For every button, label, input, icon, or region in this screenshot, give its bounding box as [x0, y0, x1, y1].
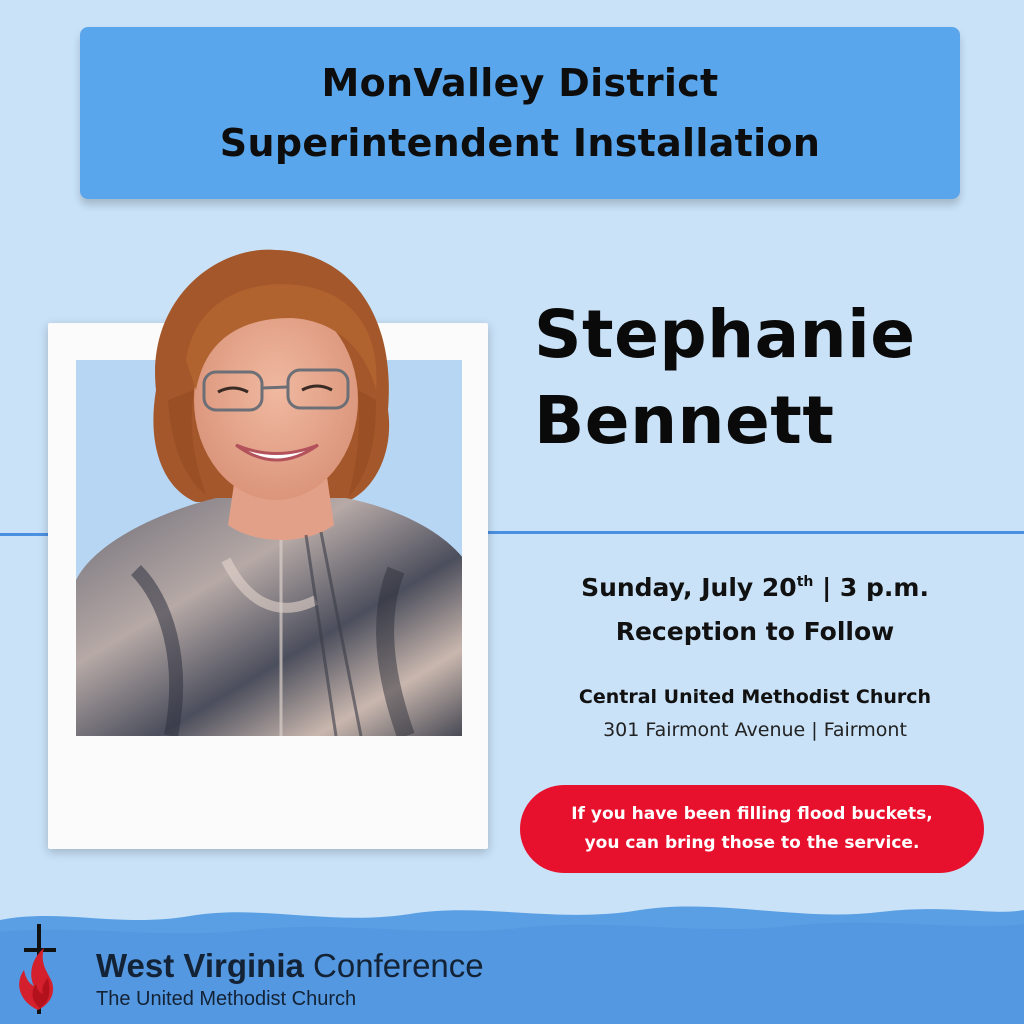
flood-bucket-notice: [520, 785, 984, 873]
org-name-bold: West Virginia: [96, 947, 304, 984]
cross-and-flame-icon: [10, 918, 72, 1018]
notice-line-2: you can bring those to the service.: [584, 833, 920, 853]
title-banner: [80, 27, 960, 199]
venue-name: Central United Methodist Church: [578, 686, 932, 708]
org-subtitle: The United Methodist Church: [96, 988, 357, 1010]
divider-line-left: [0, 533, 48, 536]
venue-details: [510, 680, 1000, 746]
honoree-name: [534, 292, 1004, 464]
org-name-rest: Conference: [303, 947, 484, 984]
event-details: [510, 560, 1000, 654]
event-date-time: [510, 560, 1000, 610]
event-time: | 3 p.m.: [813, 573, 929, 602]
first-name: Stephanie: [534, 296, 916, 373]
title-line-2: Superintendent Installation: [219, 121, 821, 165]
notice-line-1: If you have been filling flood buckets,: [571, 804, 933, 824]
venue-address: 301 Fairmont Avenue | Fairmont: [603, 719, 907, 741]
event-date: Sunday, July 20: [581, 573, 797, 602]
title-line-1: MonValley District: [321, 61, 719, 105]
last-name: Bennett: [534, 382, 835, 459]
org-name: [96, 946, 484, 986]
divider-line-right: [488, 531, 1024, 534]
portrait-photo: [76, 240, 476, 736]
date-ordinal: th: [796, 574, 814, 590]
event-reception: Reception to Follow: [615, 617, 895, 646]
